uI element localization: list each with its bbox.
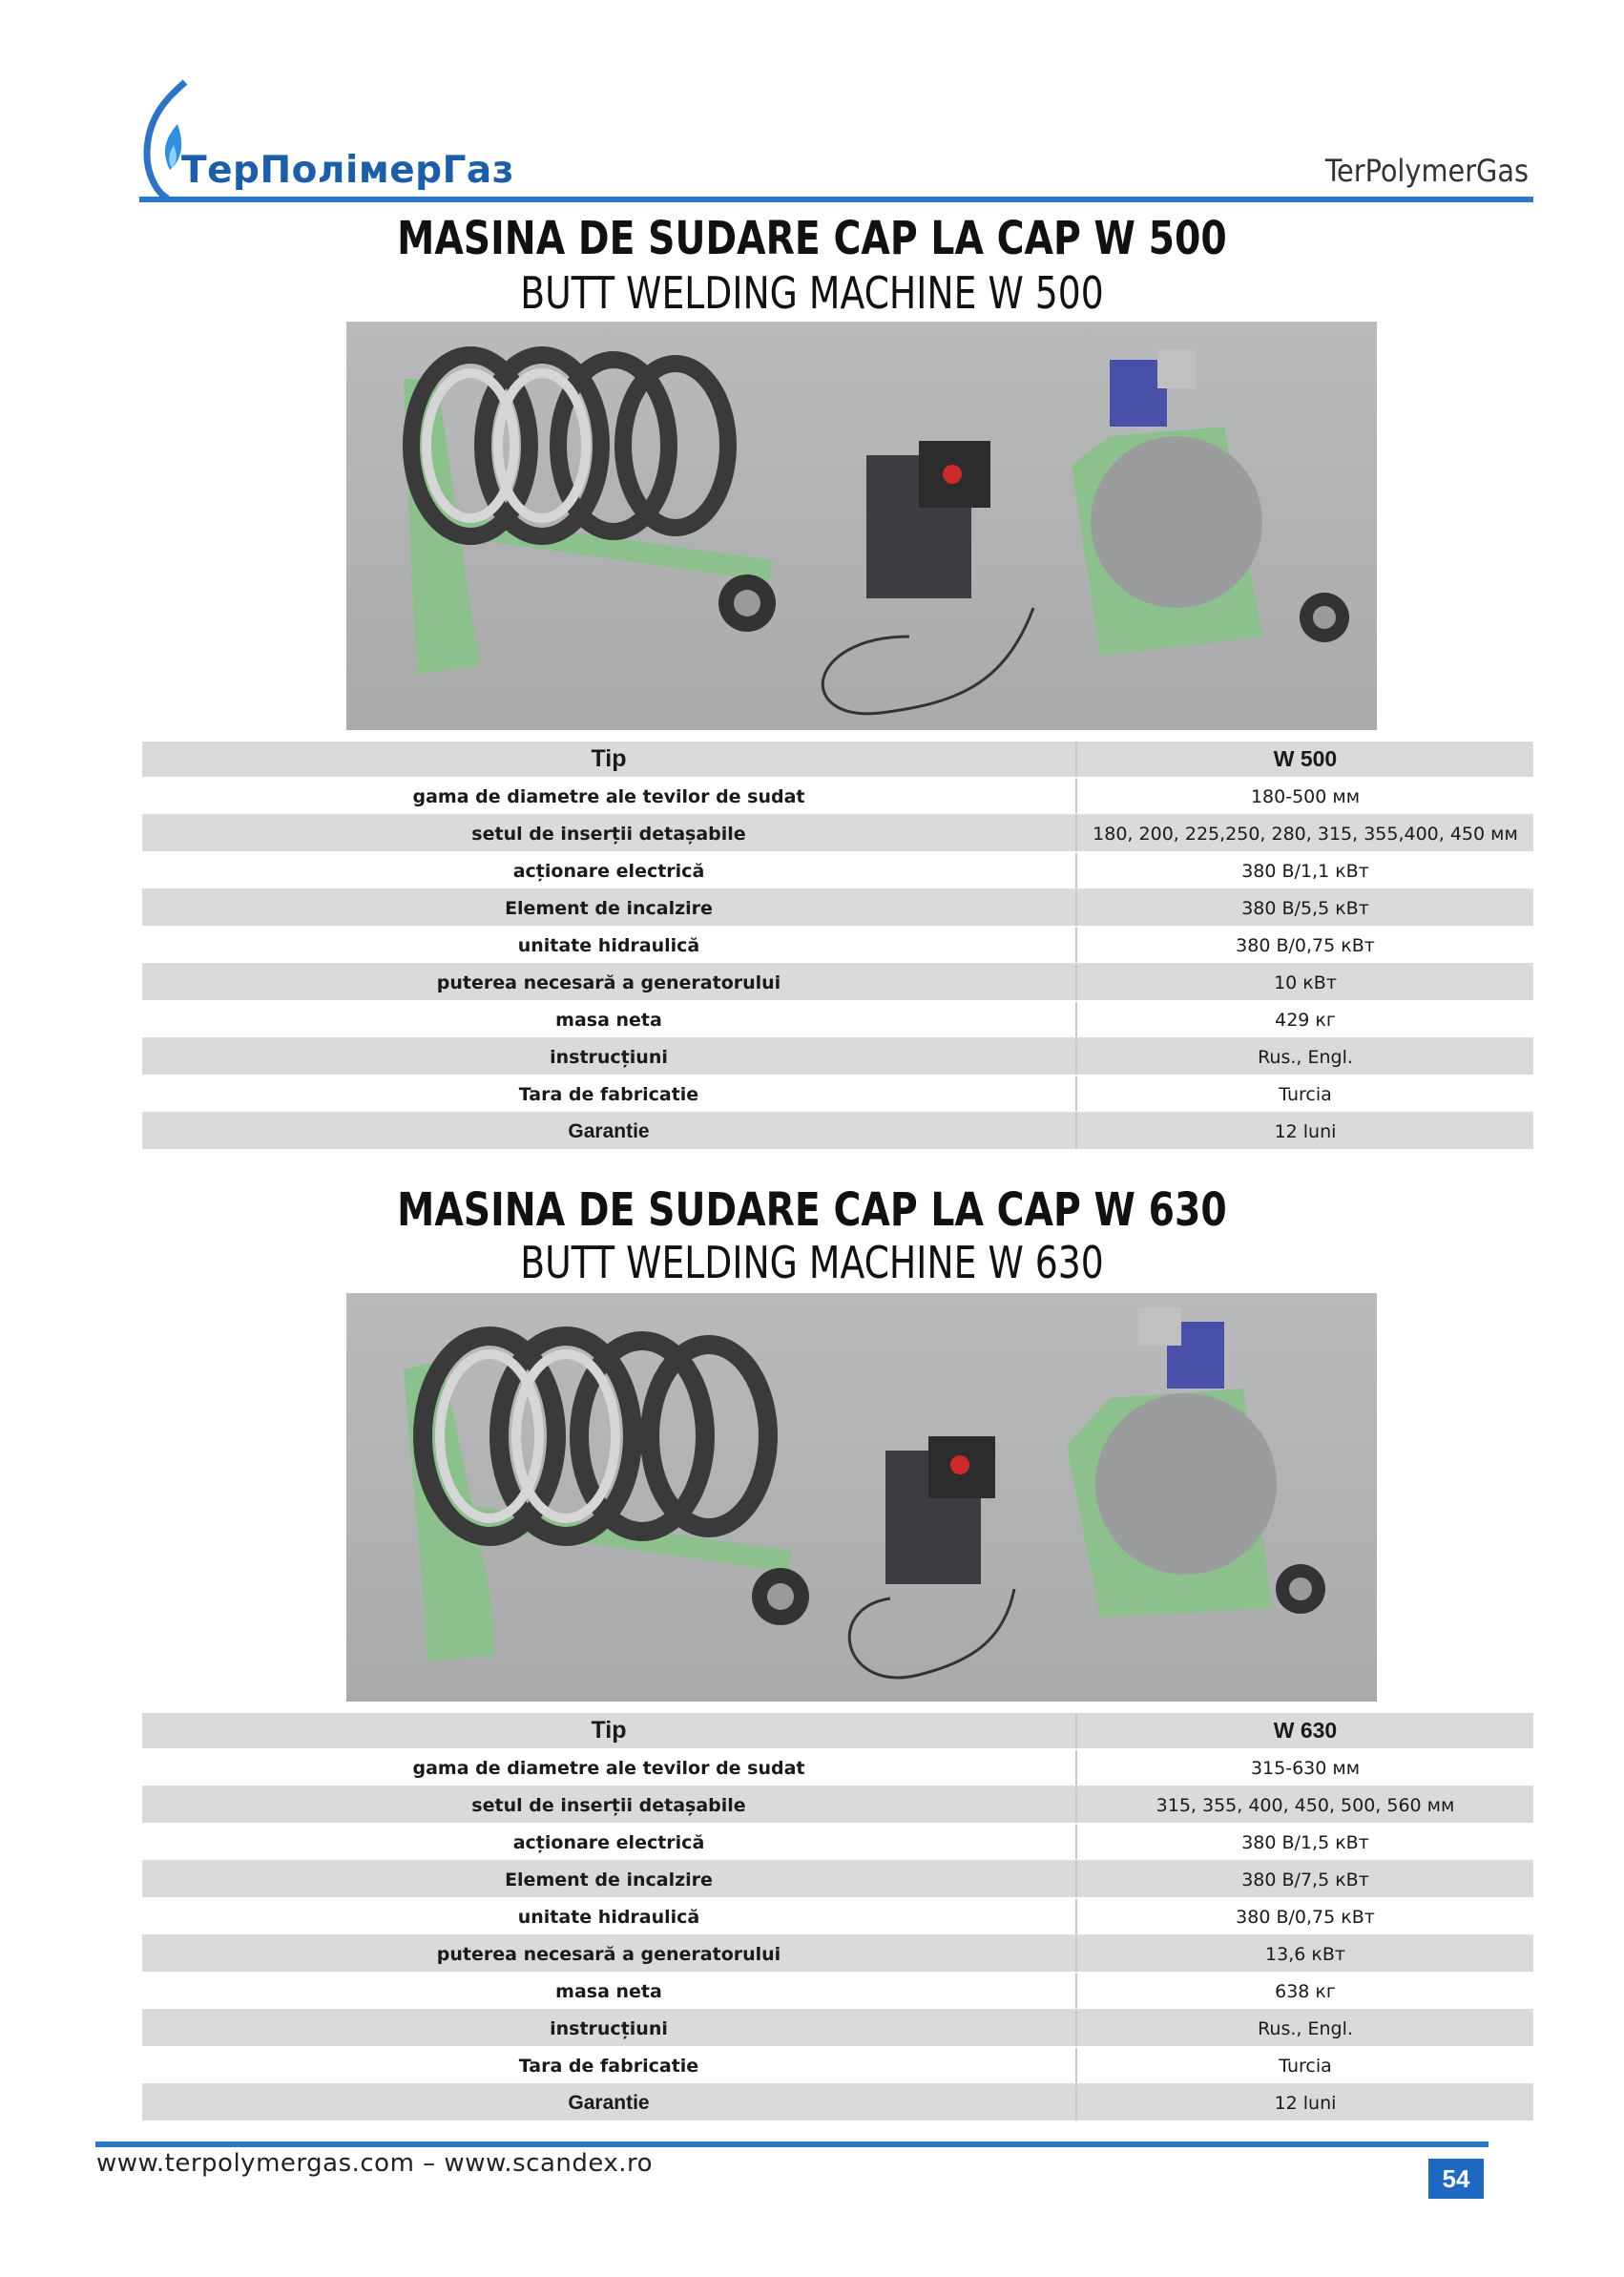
table-row (142, 852, 1533, 889)
section2-title-ro: MASINA DE SUDARE CAP LA CAP W 630 (397, 1183, 1227, 1237)
spec-value: 10 кВт (1076, 964, 1533, 1001)
spec-label: Tip (142, 742, 1076, 778)
spec-label: Element de incalzire (142, 1861, 1076, 1898)
table-row (142, 2084, 1533, 2121)
spec-value: Rus., Engl. (1076, 2010, 1533, 2047)
section2-title-en: BUTT WELDING MACHINE W 630 (520, 1237, 1104, 1288)
spec-value: 315-630 мм (1076, 1749, 1533, 1786)
spec-label: puterea necesară a generatorului (142, 964, 1076, 1001)
spec-label: instrucțiuni (142, 2010, 1076, 2047)
table-row (142, 1861, 1533, 1898)
footer-divider (95, 2141, 1489, 2147)
table-header-row (142, 1713, 1533, 1749)
spec-label: Tip (142, 1713, 1076, 1749)
spec-value: 315, 355, 400, 450, 500, 560 мм (1076, 1786, 1533, 1824)
spec-value: 380 В/0,75 кВт (1076, 927, 1533, 964)
section1-title-en: BUTT WELDING MACHINE W 500 (520, 267, 1104, 319)
w500-machine-illustration (346, 322, 1377, 730)
section1-machine-photo (346, 322, 1377, 730)
spec-value: Turcia (1076, 1076, 1533, 1113)
spec-label: Tara de fabricatie (142, 1076, 1076, 1113)
spec-label: masa neta (142, 1001, 1076, 1038)
table-row (142, 2010, 1533, 2047)
spec-label: setul de inserții detașabile (142, 1786, 1076, 1824)
spec-label: Element de incalzire (142, 889, 1076, 927)
table-row (142, 1824, 1533, 1861)
header-divider (139, 197, 1533, 202)
spec-value: 180, 200, 225,250, 280, 315, 355,400, 450 мм (1076, 815, 1533, 852)
spec-value: Turcia (1076, 2047, 1533, 2084)
spec-value: 13,6 кВт (1076, 1935, 1533, 1973)
spec-label: gama de diametre ale tevilor de sudat (142, 778, 1076, 815)
w630-machine-illustration (346, 1293, 1377, 1702)
spec-label: puterea necesară a generatorului (142, 1935, 1076, 1973)
spec-value: 380 В/7,5 кВт (1076, 1861, 1533, 1898)
spec-value: 180-500 мм (1076, 778, 1533, 815)
table-row (142, 2047, 1533, 2084)
spec-value: Rus., Engl. (1076, 1038, 1533, 1076)
spec-value: 12 luni (1076, 1113, 1533, 1150)
spec-value: W 500 (1076, 742, 1533, 778)
table-row (142, 1935, 1533, 1973)
page-number-badge: 54 (1428, 2159, 1484, 2199)
table-row (142, 1001, 1533, 1038)
table-row (142, 815, 1533, 852)
spec-value: 380 В/1,1 кВт (1076, 852, 1533, 889)
spec-label: Tara de fabricatie (142, 2047, 1076, 2084)
spec-label: Garantie (142, 1113, 1076, 1150)
table-row (142, 1786, 1533, 1824)
spec-label: instrucțiuni (142, 1038, 1076, 1076)
table-row (142, 1113, 1533, 1150)
spec-label: acționare electrică (142, 1824, 1076, 1861)
spec-label: unitate hidraulică (142, 927, 1076, 964)
table-row (142, 1076, 1533, 1113)
brand-name-latin: TerPolymerGas (1324, 153, 1529, 189)
spec-label: Garantie (142, 2084, 1076, 2121)
brand-logo-text: ТерПолімерГаз (181, 149, 514, 192)
spec-label: masa neta (142, 1973, 1076, 2010)
table-row (142, 1038, 1533, 1076)
spec-label: gama de diametre ale tevilor de sudat (142, 1749, 1076, 1786)
spec-value: 380 В/0,75 кВт (1076, 1898, 1533, 1935)
spec-value: 429 кг (1076, 1001, 1533, 1038)
section1-spec-table (142, 742, 1533, 1151)
table-row (142, 1973, 1533, 2010)
section1-title-ro: MASINA DE SUDARE CAP LA CAP W 500 (397, 212, 1227, 265)
spec-value: 380 В/5,5 кВт (1076, 889, 1533, 927)
spec-value: 380 В/1,5 кВт (1076, 1824, 1533, 1861)
table-row (142, 964, 1533, 1001)
section2-machine-photo (346, 1293, 1377, 1702)
section2-spec-table (142, 1713, 1533, 2122)
spec-value: 638 кг (1076, 1973, 1533, 2010)
spec-label: unitate hidraulică (142, 1898, 1076, 1935)
table-row (142, 778, 1533, 815)
table-row (142, 927, 1533, 964)
table-row (142, 1898, 1533, 1935)
table-row (142, 1749, 1533, 1786)
table-header-row (142, 742, 1533, 778)
footer-website-links[interactable]: www.terpolymergas.com – www.scandex.ro (96, 2149, 654, 2178)
spec-label: setul de inserții detașabile (142, 815, 1076, 852)
spec-value: W 630 (1076, 1713, 1533, 1749)
spec-label: acționare electrică (142, 852, 1076, 889)
spec-value: 12 luni (1076, 2084, 1533, 2121)
table-row (142, 889, 1533, 927)
